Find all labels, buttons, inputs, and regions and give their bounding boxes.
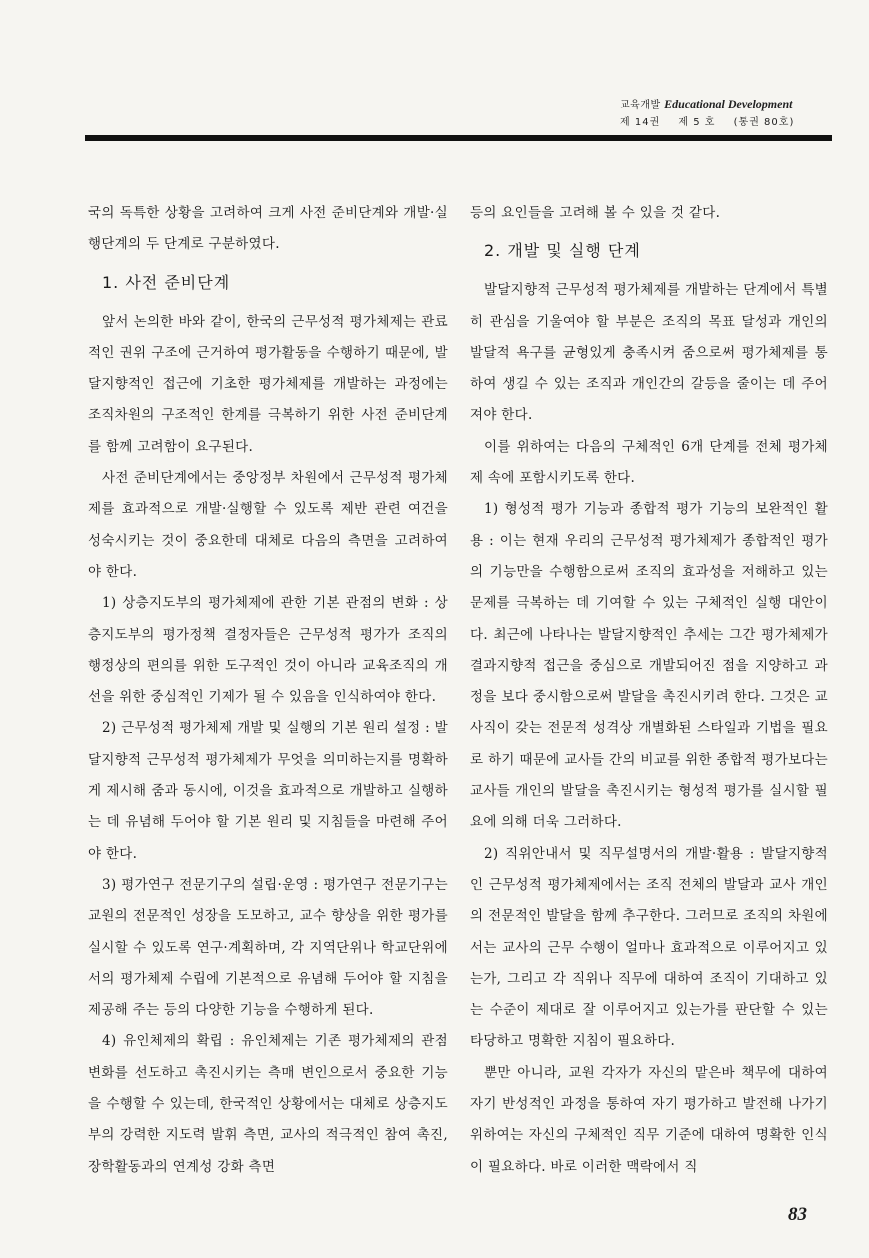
paragraph: 사전 준비단계에서는 중앙정부 차원에서 근무성적 평가체제를 효과적으로 개발·실행할 수 있도록 제반 관련 여건을 성숙시키는 것이 중요한데 대체로 다음의 측면을 고려하여야 한다. xyxy=(88,470,448,580)
right-column xyxy=(470,198,828,1183)
total-issue: (통권 80호) xyxy=(733,117,795,128)
header-rule xyxy=(85,135,832,141)
left-column xyxy=(88,198,448,1183)
section-heading: 2. 개발 및 실행 단계 xyxy=(484,241,641,261)
journal-title-en: Educational Development xyxy=(664,97,793,111)
journal-title-ko: 교육개발 xyxy=(620,100,661,111)
paragraph: 1) 상층지도부의 평가체제에 관한 기본 관점의 변화 : 상층지도부의 평가정책 결정자들은 근무성적 평가가 조직의 행정상의 편의를 위한 도구적인 것이 아니라 교육조직의 개선을 위한 중심적인 기제가 될 수 있음을 인식하여야 한다. xyxy=(88,595,448,706)
paragraph: 4) 유인체제의 확립 : 유인체제는 기존 평가체제의 관점 변화를 선도하고 촉진시키는 측매 변인으로서 중요한 기능을 수행할 수 있는데, 한국적인 상황에서는 대체로 상층지도부의 강력한 지도력 발휘 측면, 교사의 적극적인 참여 촉진, 장학활동과의 연계성 강화 측면 xyxy=(88,1033,448,1175)
section-heading: 1. 사전 준비단계 xyxy=(102,272,231,292)
issue-number: 제 5 호 xyxy=(678,117,716,128)
page-number: 83 xyxy=(788,1204,807,1225)
running-header xyxy=(620,96,830,131)
journal-title xyxy=(620,96,830,114)
volume: 제 14권 xyxy=(620,117,661,128)
paragraph: 3) 평가연구 전문기구의 설립·운영 : 평가연구 전문기구는 교원의 전문적인 성장을 도모하고, 교수 향상을 위한 평가를 실시할 수 있도록 연구·계획하며, 각 지역단위나 학교단위에서의 평가체제 수립에 기본적으로 유념해 두어야 할 지침을 제공해 주는 등의 다양한 기능을 수행하게 된다. xyxy=(88,876,448,1019)
paragraph: 발달지향적 근무성적 평가체제를 개발하는 단계에서 특별히 관심을 기울여야 할 부분은 조직의 목표 달성과 개인의 발달적 욕구를 균형있게 충족시켜 줌으로써 평가체제를 통하여 생길 수 있는 조직과 개인간의 갈등을 줄이는 데 주어져야 한다. xyxy=(470,282,828,424)
paragraph: 앞서 논의한 바와 같이, 한국의 근무성적 평가체제는 관료적인 권위 구조에 근거하여 평가활동을 수행하기 때문에, 발달지향적인 접근에 기초한 평가체제를 개발하는 과정에는 조직차원의 구조적인 한계를 극복하기 위한 사전 준비단계를 함께 고려함이 요구된다. xyxy=(88,313,448,455)
paragraph: 등의 요인들을 고려해 볼 수 있을 것 같다. xyxy=(470,205,721,221)
paragraph: 뿐만 아니라, 교원 각자가 자신의 맡은바 책무에 대하여 자기 반성적인 과정을 통하여 자기 평가하고 발전해 나가기 위하여는 자신의 구체적인 직무 기준에 대하여 명확한 인식이 필요하다. 바로 이러한 맥락에서 직 xyxy=(470,1064,828,1175)
issue-info xyxy=(620,114,830,131)
paragraph: 2) 근무성적 평가체제 개발 및 실행의 기본 원리 설정 : 발달지향적 근무성적 평가체제가 무엇을 의미하는지를 명확하게 제시해 줌과 동시에, 이것을 효과적으로 개발하고 실행하는 데 유념해 두어야 할 기본 원리 및 지침들을 마련해 주어야 한다. xyxy=(88,720,448,862)
paragraph: 2) 직위안내서 및 직무설명서의 개발·활용 : 발달지향적인 근무성적 평가체제에서는 조직 전체의 발달과 교사 개인의 전문적인 발달을 함께 추구한다. 그러므로 조직의 차원에서는 교사의 근무 수행이 얼마나 효과적으로 이루어지고 있는가, 그리고 각 직위나 직무에 대하여 조직이 기대하고 있는 수준이 제대로 잘 이루어지고 있는가를 판단할 수 있는 타당하고 명확한 지침이 필요하다. xyxy=(470,845,828,1050)
paragraph: 이를 위하여는 다음의 구체적인 6개 단계를 전체 평가체제 속에 포함시키도록 한다. xyxy=(470,438,828,487)
paragraph: 1) 형성적 평가 기능과 종합적 평가 기능의 보완적인 활용 : 이는 현재 우리의 근무성적 평가체제가 종합적인 평가의 기능만을 수행함으로써 조직의 효과성을 저해하고 있는 문제를 극복하는 데 기여할 수 있는 구체적인 실행 대안이다. 최근에 나타나는 발달지향적인 추세는 그간 평가체제가 결과지향적 접근을 중심으로 개발되어진 점을 지양하고 과정을 보다 중시함으로써 발달을 촉진시키려 한다. 그것은 교사직이 갖는 전문적 성격상 개별화된 스타일과 기법을 필요로 하기 때문에 교사들 간의 비교를 위한 종합적 평가보다는 교사들 개인의 발달을 촉진시키는 형성적 평가를 실시할 필요에 의해 더욱 그러하다. xyxy=(470,501,828,831)
paragraph: 국의 독특한 상황을 고려하여 크게 사전 준비단계와 개발·실행단계의 두 단계로 구분하였다. xyxy=(88,205,448,253)
